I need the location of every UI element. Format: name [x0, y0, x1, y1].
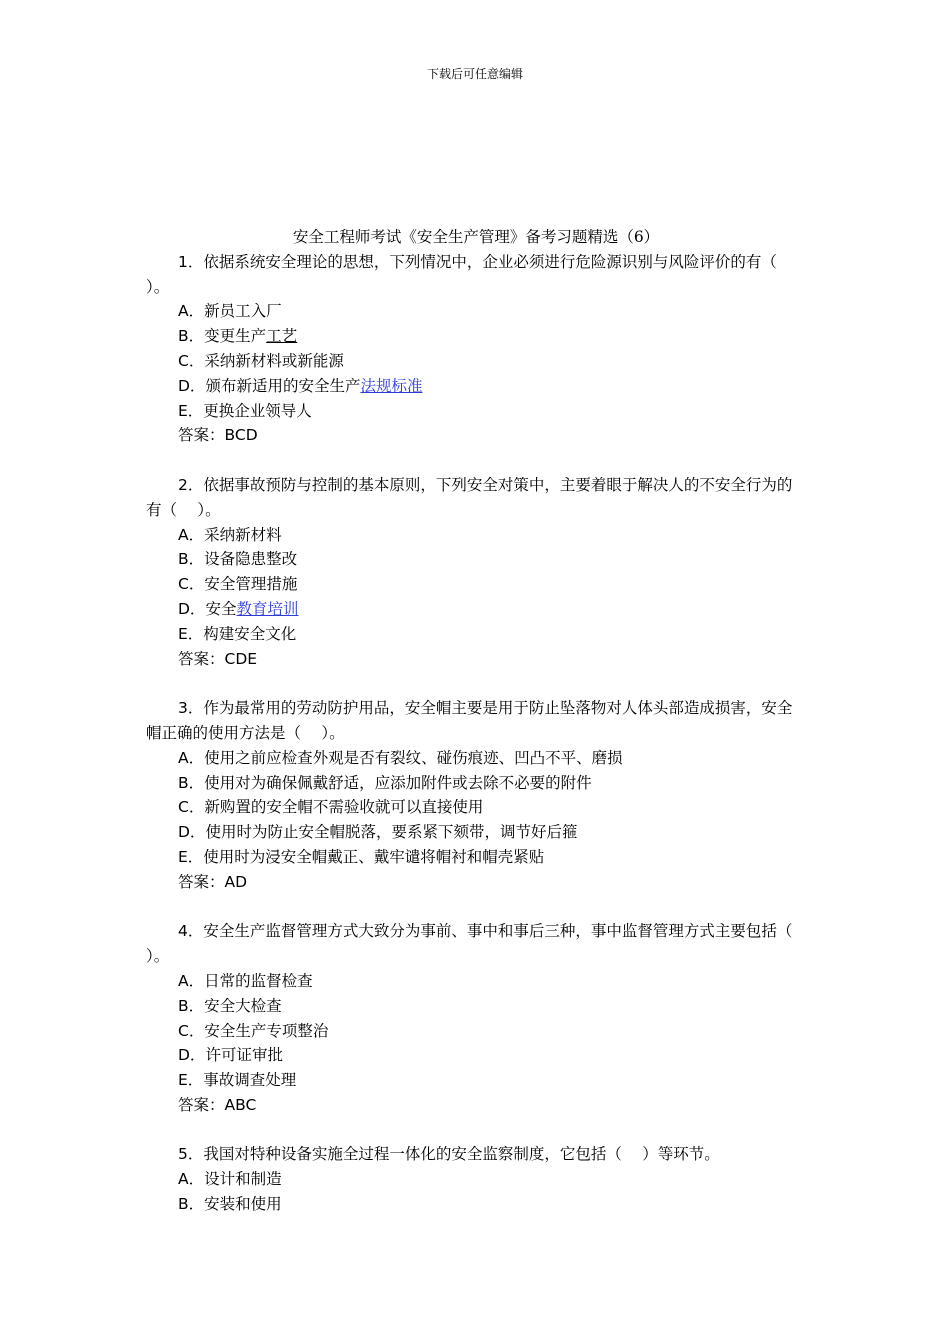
answer-option: [178, 1167, 806, 1192]
answer-value: AD: [224, 872, 248, 891]
option-hyperlink[interactable]: 教育培训: [236, 599, 299, 618]
option-letter: A．: [178, 748, 205, 767]
answer-label: 答案：: [178, 872, 225, 891]
option-text: 安全: [205, 599, 237, 618]
blank-line: [146, 895, 806, 920]
answer-line: [178, 423, 806, 448]
option-text: 许可证审批: [205, 1046, 283, 1065]
option-text: 更换企业领导人: [203, 401, 312, 420]
answer-option: [178, 994, 806, 1019]
option-letter: B．: [178, 550, 205, 569]
option-text: 安全生产专项整治: [204, 1021, 329, 1040]
document-title: 安全工程师考试《安全生产管理》备考习题精选（6）: [292, 228, 660, 246]
option-hyperlink[interactable]: 法规标准: [360, 376, 423, 395]
blank-line: [146, 448, 806, 473]
answer-line: [178, 1093, 806, 1118]
answer-option: [178, 523, 806, 548]
answer-line: [178, 647, 806, 672]
option-letter: E．: [178, 401, 204, 420]
question-list: [146, 250, 813, 1217]
answer-value: ABC: [224, 1095, 257, 1114]
question-number: 2．: [178, 475, 204, 494]
question-block: [146, 919, 813, 1117]
page-header-note: 下载后可任意编辑: [426, 67, 523, 81]
option-letter: D．: [178, 376, 206, 395]
option-letter: E．: [178, 847, 204, 866]
answer-option: [178, 795, 806, 820]
answer-label: 答案：: [178, 426, 225, 445]
option-text: 采纳新材料: [204, 525, 282, 544]
question-block: [146, 1142, 806, 1216]
answer-option: [178, 845, 806, 870]
question-number: 4．: [178, 922, 204, 941]
question-block: [146, 473, 806, 671]
option-text: 构建安全文化: [203, 624, 297, 643]
answer-option: [178, 771, 806, 796]
option-letter: B．: [178, 327, 205, 346]
answer-option: [178, 1068, 806, 1093]
option-text: 使用对为确保佩戴舒适，应添加附件或去除不必要的附件: [204, 773, 592, 792]
option-underlined-text: 工艺: [266, 327, 298, 346]
question-stem: 作为最常用的劳动防护用品，安全帽主要是用于防止坠落物对人体头部造成损害，安全帽正确的使用方法是（ ）。: [146, 699, 793, 742]
answer-option: [178, 622, 806, 647]
answer-option: [178, 746, 806, 771]
blank-line: [146, 1118, 806, 1143]
option-letter: E．: [178, 1071, 204, 1090]
option-letter: A．: [178, 1170, 205, 1189]
option-text: 采纳新材料或新能源: [204, 351, 344, 370]
question-text: [146, 473, 806, 523]
option-letter: C．: [178, 351, 205, 370]
option-letter: B．: [178, 996, 205, 1015]
question-number: 5．: [178, 1145, 204, 1164]
answer-line: [178, 870, 806, 895]
option-text: 日常的监督检查: [204, 971, 313, 990]
option-text: 新员工入厂: [204, 302, 282, 321]
option-letter: C．: [178, 798, 205, 817]
option-text: 事故调查处理: [203, 1071, 297, 1090]
answer-option: [178, 1019, 806, 1044]
blank-line: [146, 671, 806, 696]
option-text: 安装和使用: [204, 1195, 282, 1214]
option-text: 安全大检查: [204, 996, 282, 1015]
question-text: [146, 250, 806, 300]
answer-option: [178, 299, 806, 324]
answer-label: 答案：: [178, 1095, 225, 1114]
answer-option: [178, 597, 806, 622]
option-text: 设备隐患整改: [204, 550, 298, 569]
option-text: 设计和制造: [204, 1170, 282, 1189]
question-stem: 依据事故预防与控制的基本原则，下列安全对策中，主要着眼于解决人的不安全行为的有（ ）。: [146, 475, 793, 519]
option-letter: C．: [178, 575, 205, 594]
option-letter: C．: [178, 1021, 205, 1040]
answer-option: [178, 349, 806, 374]
answer-option: [178, 1192, 806, 1217]
answer-label: 答案：: [178, 649, 225, 668]
answer-value: CDE: [224, 649, 258, 668]
option-letter: D．: [178, 823, 206, 842]
question-stem: 安全生产监督管理方式大致分为事前、事中和事后三种，事中监督管理方式主要包括（ ）。: [146, 922, 813, 966]
answer-option: [178, 399, 806, 424]
answer-option: [178, 969, 806, 994]
question-block: [146, 696, 806, 894]
option-text: 使用之前应检查外观是否有裂纹、碰伤痕迹、凹凸不平、磨损: [204, 748, 623, 767]
answer-option: [178, 1043, 806, 1068]
option-letter: A．: [178, 525, 205, 544]
answer-option: [178, 820, 806, 845]
option-letter: D．: [178, 1046, 206, 1065]
option-letter: A．: [178, 302, 205, 321]
question-number: 3．: [178, 699, 204, 718]
question-text: [146, 919, 813, 969]
option-letter: B．: [178, 773, 205, 792]
answer-option: [178, 572, 806, 597]
document-body: [146, 225, 813, 1217]
question-text: [146, 1142, 806, 1167]
question-stem: 依据系统安全理论的思想，下列情况中，企业必须进行危险源识别与风险评价的有（ ）。: [146, 252, 798, 296]
option-text: 安全管理措施: [204, 575, 298, 594]
question-block: [146, 250, 806, 448]
option-text: 颁布新适用的安全生产: [205, 376, 361, 395]
option-letter: D．: [178, 599, 206, 618]
question-stem: 我国对特种设备实施全过程一体化的安全监察制度，它包括（ ）等环节。: [203, 1145, 720, 1164]
option-text: 变更生产: [204, 327, 267, 346]
question-number: 1．: [178, 252, 204, 271]
answer-value: BCD: [224, 426, 258, 445]
option-letter: B．: [178, 1195, 205, 1214]
answer-option: [178, 374, 806, 399]
option-letter: A．: [178, 971, 205, 990]
option-text: 使用时为防止安全帽脱落，要系紧下颏带，调节好后箍: [205, 823, 578, 842]
answer-option: [178, 324, 806, 349]
option-text: 新购置的安全帽不需验收就可以直接使用: [204, 798, 484, 817]
question-text: [146, 696, 806, 746]
option-letter: E．: [178, 624, 204, 643]
option-text: 使用时为浸安全帽戴正、戴牢谴将帽衬和帽壳紧贴: [203, 847, 545, 866]
answer-option: [178, 547, 806, 572]
